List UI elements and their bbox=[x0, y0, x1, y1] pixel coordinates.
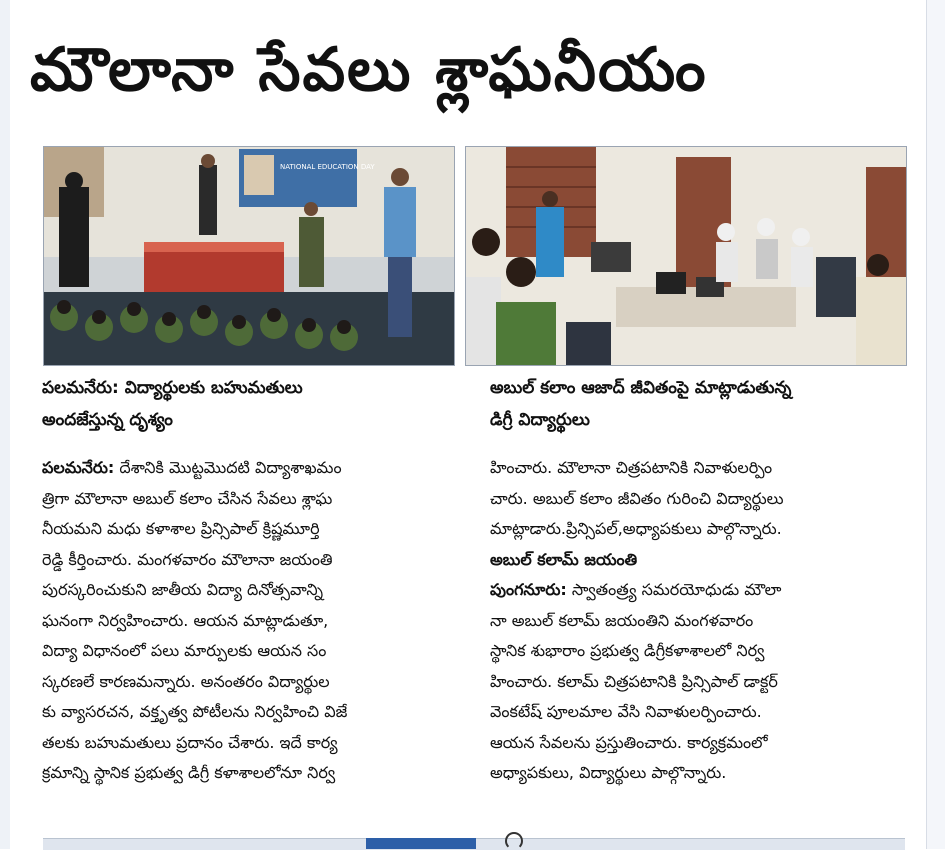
article-line: హించారు. కలామ్ చిత్రపటానికి ప్రిన్సిపాల్ డాక్టర్ bbox=[490, 671, 778, 691]
photo-seminar-hall bbox=[465, 146, 907, 366]
article-line: స్కరణలే కారణమన్నారు. అనంతరం విద్యార్థుల bbox=[42, 671, 330, 691]
caption-line: అందజేస్తున్న దృశ్యం bbox=[42, 410, 173, 430]
article-line: ఆయన సేవలను ప్రస్తుతించారు. కార్యక్రమంలో bbox=[490, 732, 768, 752]
cropped-glyph bbox=[505, 832, 523, 850]
article-line: నా అబుల్ కలామ్ జయంతిని మంగళవారం bbox=[490, 610, 754, 630]
article-line: వెంకటేష్ పూలమాల వేసి నివాళులర్పించారు. bbox=[490, 702, 762, 721]
dateline: పలమనేరు: bbox=[42, 458, 115, 477]
article-line: కు వ్యాసరచన, వక్తృత్వ పోటీలను నిర్వహించి విజే bbox=[42, 702, 348, 721]
article-line: నీయమని మధు కళాశాల ప్రిన్సిపాల్ క్రిష్ణమూర్తి bbox=[42, 519, 320, 538]
article-line: ఘనంగా నిర్వహించారు. ఆయన మాట్లాడుతూ, bbox=[42, 610, 329, 630]
photo-caption-left bbox=[42, 372, 454, 436]
article-line: అధ్యాపకులు, విద్యార్థులు పాల్గొన్నారు. bbox=[490, 763, 727, 782]
article-line: రెడ్డి కీర్తించారు. మంగళవారం మౌలానా జయంతి bbox=[42, 549, 333, 569]
photo-caption-right bbox=[490, 372, 905, 436]
article-line: విద్యా విధానంలో పలు మార్పులకు ఆయన సం bbox=[42, 641, 327, 660]
article-line: పురస్కరించుకుని జాతీయ విద్యా దినోత్సవాన్ని bbox=[42, 580, 324, 599]
dateline: పుంగనూరు: bbox=[490, 580, 567, 599]
caption-line: అబుల్ కలాం ఆజాద్ జీవితంపై మాట్లాడుతున్న bbox=[490, 378, 792, 398]
article-line: త్రిగా మౌలానా అబుల్ కలాం చేసిన సేవలు శ్లాఘ bbox=[42, 488, 333, 508]
caption-line: డిగ్రీ విద్యార్థులు bbox=[490, 410, 590, 430]
article-text: స్వాతంత్ర్య సమరయోధుడు మౌలా bbox=[566, 580, 782, 599]
banner-text: NATIONAL EDUCATION DAY bbox=[280, 163, 375, 171]
headline: మౌలానా సేవలు శ్లాఘనీయం bbox=[30, 35, 708, 105]
article-line bbox=[490, 575, 905, 606]
article-line: చారు. అబుల్ కలాం జీవితం గురించి విద్యార్థులు bbox=[490, 488, 784, 508]
article-body-right bbox=[490, 453, 905, 789]
article-line: హించారు. మౌలానా చిత్రపటానికి నివాళులర్పిం bbox=[490, 458, 773, 477]
article-line bbox=[42, 453, 456, 484]
article-line: తలకు బహుమతులు ప్రదానం చేశారు. ఇదే కార్య bbox=[42, 732, 338, 752]
article-line: మాట్లాడారు.ప్రిన్సిపల్,అధ్యాపకులు పాల్గొన్నారు. bbox=[490, 519, 782, 538]
page-right-edge bbox=[926, 0, 945, 849]
photo-prize-distribution bbox=[43, 146, 455, 366]
article-line: క్రమాన్ని స్థానిక ప్రభుత్వ డిగ్రీ కళాశాలలోనూ నిర్వ bbox=[42, 763, 336, 782]
caption-line: పలమనేరు: విద్యార్థులకు బహుమతులు bbox=[42, 378, 303, 398]
article-subheading: అబుల్ కలామ్ జయంతి bbox=[490, 549, 638, 569]
next-article-accent bbox=[366, 838, 476, 849]
article-body-left bbox=[42, 453, 456, 789]
article-line: స్థానిక శుభారాం ప్రభుత్వ డిగ్రీకళాశాలలో నిర్వ bbox=[490, 641, 765, 660]
article-text: దేశానికి మొట్టమొదటి విద్యాశాఖమం bbox=[114, 458, 342, 477]
page-left-edge bbox=[0, 0, 10, 849]
